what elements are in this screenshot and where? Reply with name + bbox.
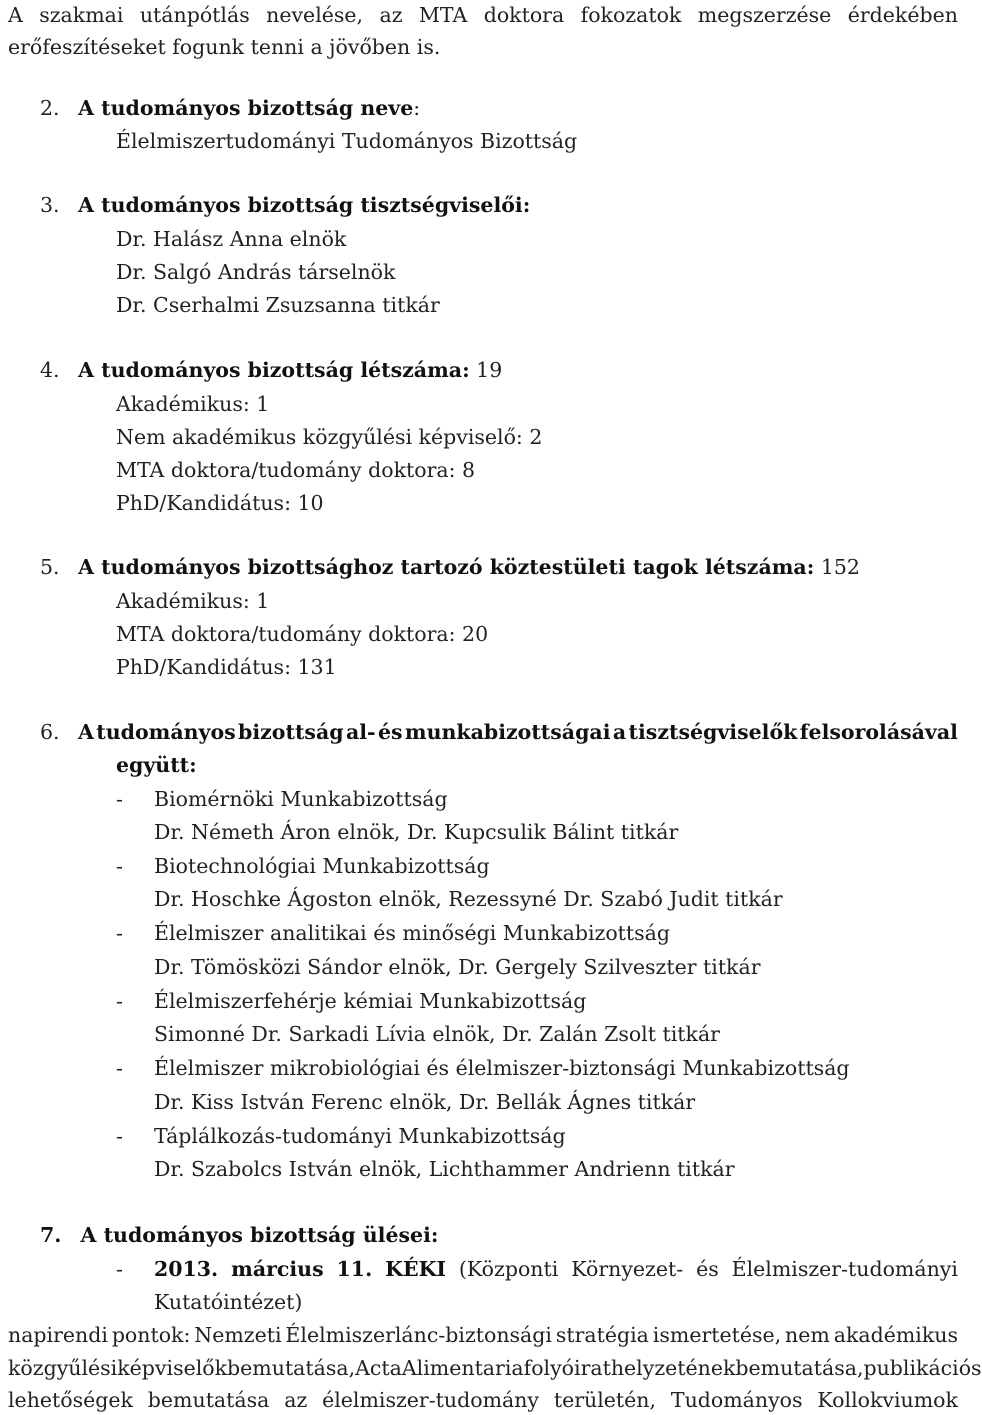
subcommittee-dash: - <box>116 989 123 1013</box>
meeting-entry-cont: Kutatóintézet) <box>154 1290 303 1314</box>
section-number: 6. <box>40 720 60 744</box>
section-title: A tudományos bizottsághoz tartozó köztestületi tagok létszáma: <box>78 555 815 579</box>
section-title: A tudományos bizottság tisztségviselői: <box>78 193 531 217</box>
section-number: 2. <box>40 96 60 120</box>
member-total: 19 <box>476 358 503 382</box>
section-3-heading <box>40 190 530 220</box>
section-2-heading: 2. A tudományos bizottság neve: <box>40 96 421 120</box>
count-item: PhD/Kandidátus: 131 <box>116 655 337 679</box>
officer-item: Dr. Cserhalmi Zsuzsanna titkár <box>116 293 440 317</box>
officer-item: Dr. Salgó András társelnök <box>116 260 396 284</box>
meeting-entry: 2013. március 11. KÉKI (Központi Környezet- és Élelmiszer-tudományi <box>154 1257 958 1281</box>
agenda-line-3: lehetőségek bemutatása az élelmiszer-tudomány területén, Tudományos Kollokviumok <box>8 1388 958 1412</box>
intro-line-2: erőfeszítéseket fogunk tenni a jövőben is. <box>8 35 441 59</box>
subcommittee-people: Simonné Dr. Sarkadi Lívia elnök, Dr. Zalán Zsolt titkár <box>154 1022 720 1046</box>
subcommittee-name: Biotechnológiai Munkabizottság <box>154 854 490 878</box>
subcommittee-name: Élelmiszer mikrobiológiai és élelmiszer-biztonsági Munkabizottság <box>154 1056 850 1080</box>
subcommittee-dash: - <box>116 854 123 878</box>
section-5-heading <box>40 552 860 582</box>
section-7-heading <box>40 1220 438 1250</box>
agenda-line-1: napirendi pontok: Nemzeti Élelmiszerlánc-biztonsági stratégia ismertetése, nem akadémikus <box>8 1323 958 1347</box>
committee-name: Élelmiszertudományi Tudományos Bizottság <box>116 129 578 153</box>
subcommittee-people: Dr. Tömösközi Sándor elnök, Dr. Gergely Szilveszter titkár <box>154 955 761 979</box>
subcommittee-name: Élelmiszerfehérje kémiai Munkabizottság <box>154 989 587 1013</box>
member-total: 152 <box>820 555 860 579</box>
subcommittee-dash: - <box>116 787 123 811</box>
section-title: A tudományos bizottság neve <box>78 96 414 120</box>
section-6-title-cont: együtt: <box>116 753 197 777</box>
count-item: PhD/Kandidátus: 10 <box>116 491 324 515</box>
subcommittee-name: Élelmiszer analitikai és minőségi Munkabizottság <box>154 921 671 945</box>
section-title: A tudományos bizottság ülései: <box>80 1223 439 1247</box>
section-number: 5. <box>40 555 60 579</box>
section-6-heading <box>40 717 60 747</box>
meeting-dash: - <box>116 1257 123 1281</box>
subcommittee-name: Biomérnöki Munkabizottság <box>154 787 448 811</box>
count-item: Nem akadémikus közgyűlési képviselő: 2 <box>116 425 543 449</box>
section-title: A tudományos bizottság létszáma: <box>78 358 470 382</box>
subcommittee-people: Dr. Hoschke Ágoston elnök, Rezessyné Dr. Szabó Judit titkár <box>154 887 783 911</box>
section-4-heading <box>40 355 502 385</box>
section-6-title: A tudományos bizottság al- és munkabizottságai a tisztségviselők felsorolásával <box>78 720 958 744</box>
count-item: Akadémikus: 1 <box>116 392 270 416</box>
subcommittee-dash: - <box>116 1056 123 1080</box>
subcommittee-people: Dr. Kiss István Ferenc elnök, Dr. Bellák Ágnes titkár <box>154 1090 696 1114</box>
section-number: 7. <box>40 1223 62 1247</box>
section-number: 4. <box>40 358 60 382</box>
intro-line-1: A szakmai utánpótlás nevelése, az MTA doktora fokozatok megszerzése érdekében <box>8 3 958 27</box>
subcommittee-name: Táplálkozás-tudományi Munkabizottság <box>154 1124 566 1148</box>
count-item: Akadémikus: 1 <box>116 589 270 613</box>
subcommittee-people: Dr. Németh Áron elnök, Dr. Kupcsulik Bálint titkár <box>154 820 679 844</box>
subcommittee-people: Dr. Szabolcs István elnök, Lichthammer Andrienn titkár <box>154 1157 735 1181</box>
section-number: 3. <box>40 193 60 217</box>
subcommittee-dash: - <box>116 921 123 945</box>
agenda-line-2: közgyűlési képviselők bemutatása, Acta Alimentaria folyóirat helyzetének bemutatása, publikációs <box>8 1356 982 1380</box>
subcommittee-dash: - <box>116 1124 123 1148</box>
officer-item: Dr. Halász Anna elnök <box>116 227 347 251</box>
count-item: MTA doktora/tudomány doktora: 20 <box>116 622 489 646</box>
count-item: MTA doktora/tudomány doktora: 8 <box>116 458 476 482</box>
